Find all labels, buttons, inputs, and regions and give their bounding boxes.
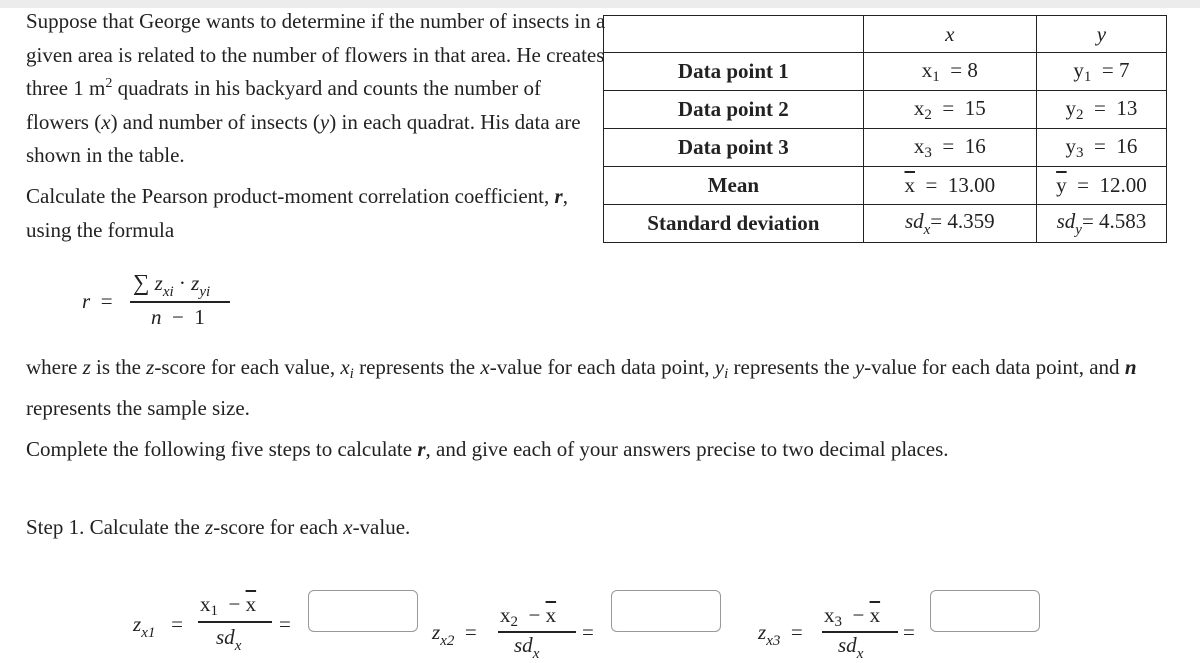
table-header-row — [604, 16, 1167, 53]
row-label: Data point 1 — [604, 53, 864, 91]
formula-fraction-bar — [130, 301, 230, 303]
zx2-answer-input[interactable] — [611, 590, 721, 632]
cell-y: $y_2 = 13$ — [1036, 91, 1166, 129]
cell-x: $sd_x= 4.359$ — [863, 205, 1036, 243]
step1-heading: Step 1. Calculate the z-score for each x-value. — [26, 515, 411, 539]
cell-x: $x_3 = 16$ — [863, 129, 1036, 167]
instructions-paragraph: Complete the following five steps to calculate r, and give each of your answers precise to two decimal places. — [26, 437, 949, 461]
zx3-denominator: $sd_x$ — [838, 633, 864, 662]
where-paragraph: where z is the z-score for each value, $x_i$ represents the x-value for each data point, $y_i$ represents the y-value for each data point, and n represents the sample size. — [26, 355, 1137, 420]
zx1-answer-input[interactable] — [308, 590, 418, 632]
table-row — [604, 53, 1167, 91]
formula-denominator: n − 1 — [151, 305, 205, 329]
table-row — [604, 205, 1167, 243]
intro-paragraph: Suppose that George wants to determine if the number of insects in a given area is related to the number of flowers in that area. He creates three 1 $m^2$ quadrats in his backyard and counts the number of flowers (x) and number of insects (y) in each quadrat. His data are shown in the table. — [26, 9, 606, 167]
zx1-numerator: $x_1 - x$ — [200, 592, 257, 619]
cell-y: $y_3 = 16$ — [1036, 129, 1166, 167]
row-label: Data point 3 — [604, 129, 864, 167]
zx1-denominator: $sd_x$ — [216, 625, 242, 654]
row-label: Standard deviation — [604, 205, 864, 243]
cell-x: $x_1 = 8$ — [863, 53, 1036, 91]
zx1-fraction-bar — [198, 621, 272, 623]
table-header-y: y — [1036, 16, 1166, 53]
zx2-numerator: $x_2 - x$ — [500, 603, 557, 630]
zx3-answer-input[interactable] — [930, 590, 1040, 632]
zx2-label: $z_{x2}$ = — [432, 620, 477, 649]
cell-x: $x_2 = 15$ — [863, 91, 1036, 129]
formula-numerator: ∑ $z_{xi} \cdot z_{yi}$ — [133, 270, 211, 300]
cell-y: $sd_y= 4.583$ — [1036, 205, 1166, 243]
data-table — [603, 15, 1167, 243]
zx3-equals: = — [903, 620, 915, 644]
zx1-label: $z_{x1}$ = — [133, 612, 183, 641]
zx2-denominator: $sd_x$ — [514, 633, 540, 662]
cell-y: y = 12.00 — [1036, 167, 1166, 205]
zx1-equals: = — [279, 612, 291, 636]
formula-lhs: r = — [82, 289, 113, 313]
zx3-numerator: $x_3 - x$ — [824, 603, 881, 630]
zx3-label: $z_{x3}$ = — [758, 620, 803, 649]
cell-x: x = 13.00 — [863, 167, 1036, 205]
table-header-blank — [604, 16, 864, 53]
calculate-paragraph: Calculate the Pearson product-moment correlation coefficient, r, using the formula — [26, 184, 568, 242]
row-label: Mean — [604, 167, 864, 205]
zx2-equals: = — [582, 620, 594, 644]
table-row — [604, 129, 1167, 167]
cell-y: $y_1 = 7$ — [1036, 53, 1166, 91]
table-row — [604, 167, 1167, 205]
row-label: Data point 2 — [604, 91, 864, 129]
table-row — [604, 91, 1167, 129]
table-header-x: x — [863, 16, 1036, 53]
